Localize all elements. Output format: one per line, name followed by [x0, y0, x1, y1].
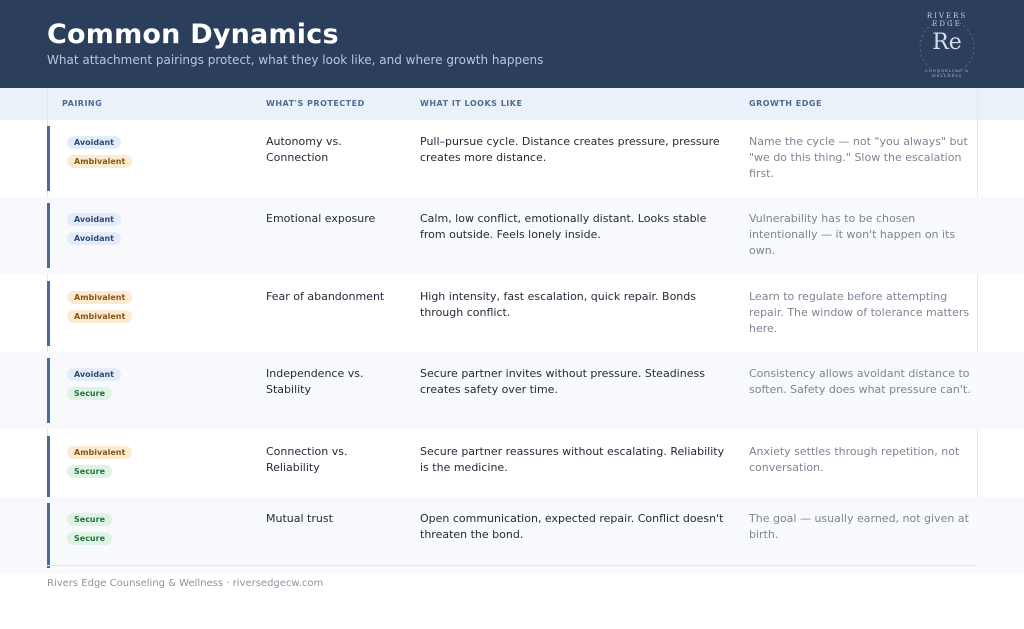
pairing-badge: Ambivalent [67, 155, 132, 168]
row-accent-bar [47, 503, 50, 568]
looks-like-cell: Open communication, expected repair. Conflict doesn't threaten the bond. [420, 512, 724, 541]
row-accent-bar [47, 358, 50, 423]
table-row [0, 275, 1024, 352]
growth-edge-cell: Learn to regulate before attempting repair. The window of tolerance matters here. [749, 290, 970, 335]
table-header [0, 88, 1024, 120]
pairing-badge: Secure [67, 387, 112, 400]
growth-edge-cell: Anxiety settles through repetition, not conversation. [749, 445, 960, 474]
growth-edge-cell: Name the cycle — not "you always" but "we do this thing." Slow the escalation first. [749, 135, 968, 180]
row-accent-bar [47, 436, 50, 501]
row-accent-bar [47, 126, 50, 191]
column-header-growth-edge: GROWTH EDGE [749, 99, 822, 108]
growth-edge-cell: Consistency allows avoidant distance to soften. Safety does what pressure can't. [749, 367, 971, 396]
table-row [0, 197, 1024, 274]
table-bottom-border [47, 565, 978, 566]
pairing-badge: Avoidant [67, 232, 121, 245]
growth-edge-cell: Vulnerability has to be chosen intentionally — it won't happen on its own. [749, 212, 956, 257]
logo [912, 12, 982, 82]
row-accent-bar [47, 203, 50, 268]
column-header-pairing: PAIRING [62, 99, 103, 108]
logo-arc-text-bottom: COUNSELING & WELLNESS [924, 68, 970, 78]
pairing-badge: Secure [67, 532, 112, 545]
header [0, 0, 1024, 88]
growth-edge-cell: The goal — usually earned, not given at birth. [749, 512, 969, 541]
looks-like-cell: Pull–pursue cycle. Distance creates pressure, pressure creates more distance. [420, 135, 720, 164]
protected-cell: Independence vs. Stability [266, 367, 364, 396]
pairing-badge: Secure [67, 513, 112, 526]
table-row [0, 430, 1024, 507]
protected-cell: Autonomy vs. Connection [266, 135, 342, 164]
pairing-badge: Secure [67, 465, 112, 478]
pairing-badge: Ambivalent [67, 446, 132, 459]
logo-arc-text-top: RIVERS EDGE [926, 12, 968, 28]
footer: Rivers Edge Counseling & Wellness · riversedgecw.com [47, 578, 324, 589]
table-row [0, 497, 1024, 574]
logo-monogram: Re [932, 30, 962, 55]
protected-cell: Fear of abandonment [266, 290, 385, 303]
table-row [0, 120, 1024, 197]
page-subtitle: What attachment pairings protect, what they look like, and where growth happens [47, 53, 544, 67]
protected-cell: Emotional exposure [266, 212, 376, 225]
pairing-badge: Avoidant [67, 368, 121, 381]
looks-like-cell: High intensity, fast escalation, quick repair. Bonds through conflict. [420, 290, 696, 319]
protected-cell: Connection vs. Reliability [266, 445, 348, 474]
page-title: Common Dynamics [47, 19, 339, 50]
looks-like-cell: Calm, low conflict, emotionally distant. Looks stable from outside. Feels lonely inside. [420, 212, 707, 241]
pairing-badge: Ambivalent [67, 310, 132, 323]
looks-like-cell: Secure partner invites without pressure. Steadiness creates safety over time. [420, 367, 705, 396]
row-accent-bar [47, 281, 50, 346]
protected-cell: Mutual trust [266, 512, 333, 525]
pairing-badge: Avoidant [67, 136, 121, 149]
pairing-badge: Ambivalent [67, 291, 132, 304]
table-row [0, 352, 1024, 429]
pairing-badge: Avoidant [67, 213, 121, 226]
column-header-protected: WHAT'S PROTECTED [266, 99, 365, 108]
column-header-looks-like: WHAT IT LOOKS LIKE [420, 99, 523, 108]
looks-like-cell: Secure partner reassures without escalating. Reliability is the medicine. [420, 445, 725, 474]
